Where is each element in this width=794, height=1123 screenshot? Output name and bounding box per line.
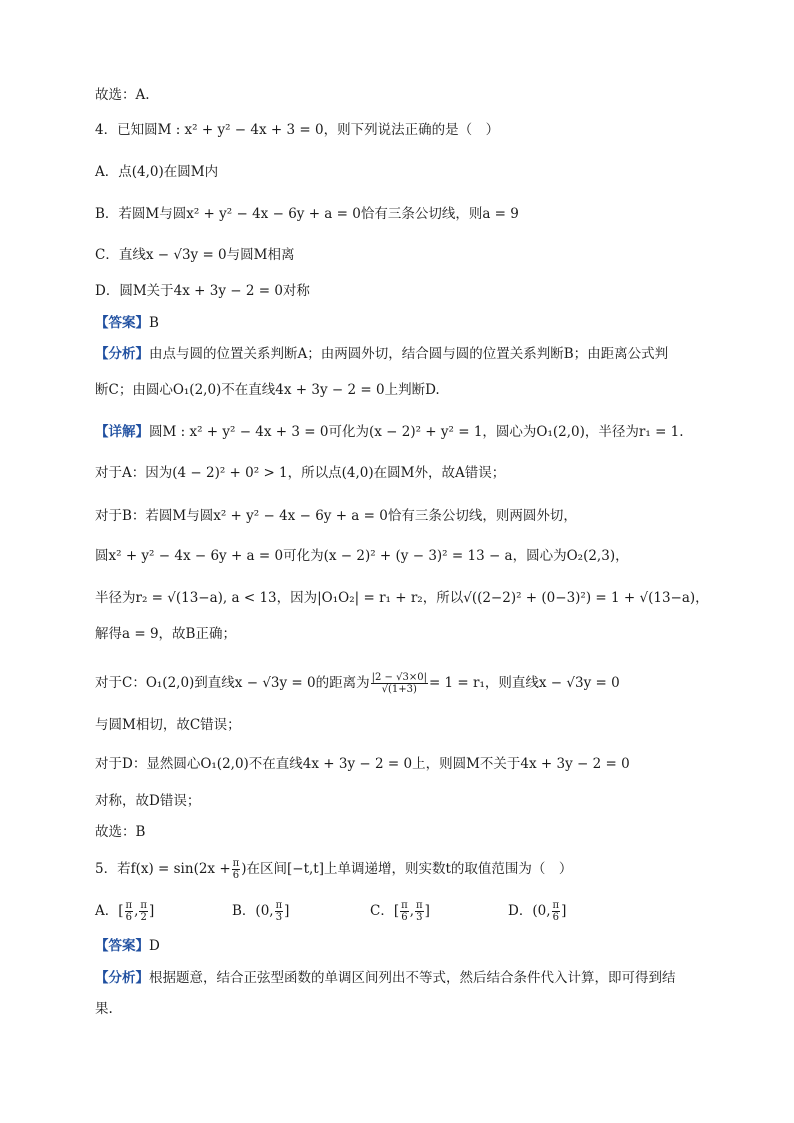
option-label: B．	[232, 903, 256, 919]
fraction-numerator: π	[275, 900, 283, 911]
answer-value: D	[149, 938, 160, 954]
fraction	[125, 900, 134, 923]
analysis-text: 根据题意，结合正弦型函数的单调区间列出不等式，然后结合条件代入计算，即可得到结	[149, 970, 676, 986]
question-5-option-a: A．[ $\frac{\pi}{6}$ , $\frac{\pi}{2}$ ]	[95, 900, 155, 923]
text-line: 对于B：若圆M与圆x² + y² − 4x − 6y + a = 0恰有三条公切线，则两圆外切，	[95, 508, 577, 524]
question-5-stem	[95, 858, 572, 881]
text-line: 解得a = 9，故B正确；	[95, 626, 236, 642]
question-4-option-d: D．圆M关于4x + 3y − 2 = 0对称	[95, 283, 310, 299]
detail-text: 圆M : x² + y² − 4x + 3 = 0可化为(x − 2)² + y² = 1，圆心为O₁(2,0)，半径为r₁ = 1.	[149, 424, 684, 440]
fraction-numerator: π	[232, 858, 240, 869]
pi-over-6-fraction	[232, 858, 241, 881]
question-5-option-d: D．(0, $\frac{\pi}{6}$ ]	[508, 900, 567, 923]
distance-fraction	[371, 672, 428, 695]
text-segment: 对于C：O₁(2,0)到直线x − √3y = 0的距离为	[95, 675, 370, 691]
fraction-numerator: π	[401, 900, 408, 911]
question-4-option-a: A．点(4,0)在圆M内	[95, 164, 219, 180]
option-value: 0,	[537, 903, 551, 919]
text-segment: = 1 = r₁，则直线x − √3y = 0	[428, 675, 620, 691]
fraction-denominator: 6	[125, 912, 132, 923]
question-4-stem: 4．已知圆M : x² + y² − 4x + 3 = 0，则下列说法正确的是（ ）	[95, 122, 500, 138]
analysis-line	[95, 344, 668, 364]
fraction-numerator: π	[416, 900, 423, 911]
fraction	[275, 900, 284, 923]
text-segment: )在区间[−t,t]上单调递增，则实数t的取值范围为（ ）	[241, 861, 573, 877]
fraction-denominator: 2	[140, 912, 147, 923]
fraction	[552, 900, 561, 923]
text-segment: 5．若f(x) = sin(2x +	[95, 861, 231, 877]
question-5-option-b: B．(0, $\frac{\pi}{3}$ ]	[232, 900, 290, 923]
answer-line	[95, 936, 160, 956]
analysis-line	[95, 968, 676, 988]
detail-line	[95, 422, 684, 442]
analysis-tag: 【分析】	[95, 346, 149, 362]
option-label: A．	[95, 903, 119, 919]
option-label: D．	[508, 903, 533, 919]
fraction-numerator: π	[140, 900, 147, 911]
text-line-with-fraction	[95, 672, 620, 695]
text-line: 对于D：显然圆心O₁(2,0)不在直线4x + 3y − 2 = 0上，则圆M不关于4x + 3y − 2 = 0	[95, 756, 630, 772]
fraction-denominator: 3	[275, 912, 283, 923]
text-line: 故选：B	[95, 824, 146, 840]
answer-value: B	[149, 315, 159, 331]
question-4-option-b: B．若圆M与圆x² + y² − 4x − 6y + a = 0恰有三条公切线，则a = 9	[95, 206, 519, 222]
analysis-text: 由点与圆的位置关系判断A；由两圆外切，结合圆与圆的位置关系判断B；由距离公式判	[149, 346, 669, 362]
fraction-denominator: 6	[232, 870, 240, 881]
text-line: 对于A：因为(4 − 2)² + 0² > 1，所以点(4,0)在圆M外，故A错误；	[95, 465, 506, 481]
fraction	[415, 900, 424, 923]
option-value: 0,	[260, 903, 274, 919]
text-line: 对称，故D错误；	[95, 793, 201, 809]
analysis-tag: 【分析】	[95, 970, 149, 986]
text-line: 与圆M相切，故C错误；	[95, 717, 241, 733]
fraction-denominator: 3	[416, 912, 423, 923]
answer-line	[95, 313, 159, 333]
text-line: 故选：A.	[95, 87, 150, 103]
text-line: 半径为r₂ = √(13−a), a < 13，因为|O₁O₂| = r₁ + r₂，所以√((2−2)² + (0−3)²) = 1 + √(13−a)，	[95, 590, 709, 606]
option-label: C．	[370, 903, 394, 919]
fraction	[400, 900, 409, 923]
text-line: 圆x² + y² − 4x − 6y + a = 0可化为(x − 2)² + (y − 3)² = 13 − a，圆心为O₂(2,3)，	[95, 548, 629, 564]
fraction-numerator: |2 − √3×0|	[371, 672, 427, 683]
question-5-option-c: C．[ $\frac{\pi}{6}$ , $\frac{\pi}{3}$ ]	[370, 900, 430, 923]
text-line: 断C；由圆心O₁(2,0)不在直线4x + 3y − 2 = 0上判断D.	[95, 382, 440, 398]
answer-tag: 【答案】	[95, 938, 149, 954]
fraction-denominator: √(1+3)	[381, 684, 417, 695]
question-4-option-c: C．直线x − √3y = 0与圆M相离	[95, 247, 295, 263]
fraction	[139, 900, 148, 923]
text-line: 果.	[95, 1001, 113, 1017]
fraction-numerator: π	[125, 900, 133, 911]
answer-tag: 【答案】	[95, 315, 149, 331]
fraction-denominator: 6	[552, 912, 559, 923]
fraction-denominator: 6	[401, 912, 408, 923]
detail-tag: 【详解】	[95, 424, 149, 440]
fraction-numerator: π	[552, 900, 560, 911]
